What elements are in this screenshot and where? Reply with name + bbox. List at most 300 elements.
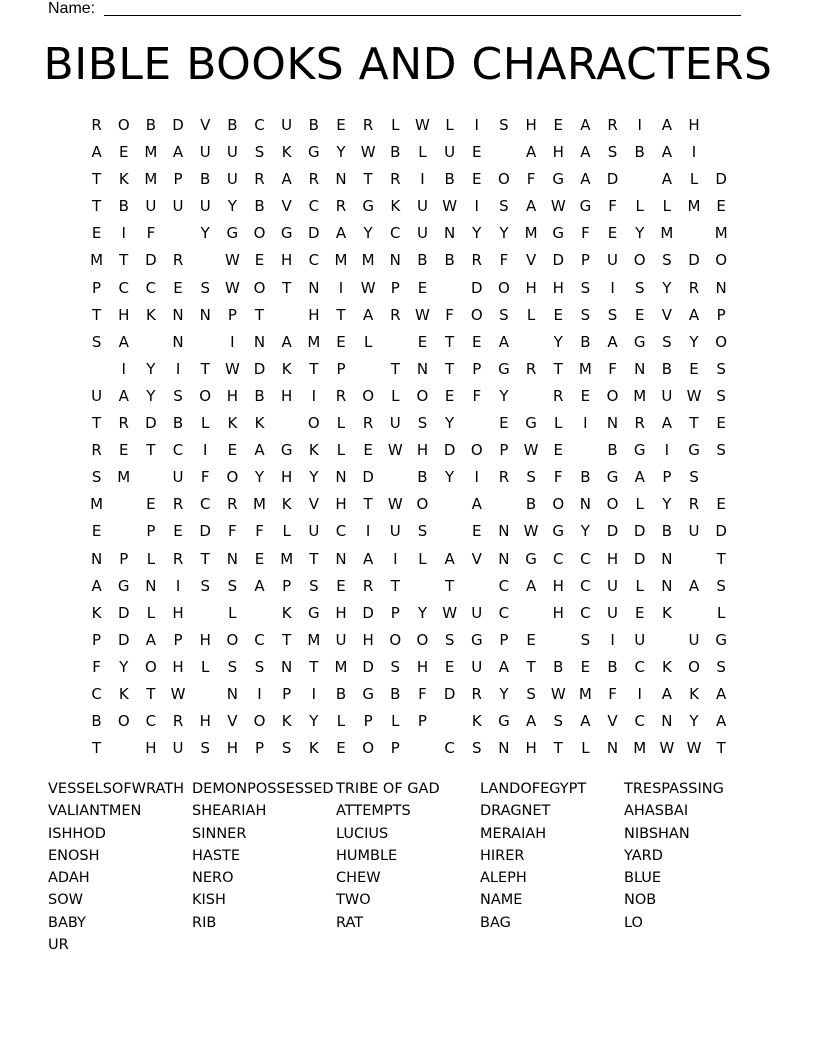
grid-letter: B (580, 468, 591, 487)
grid-letter: R (525, 359, 537, 378)
grid-letter: C (254, 116, 265, 134)
grid-letter: Y (146, 359, 156, 378)
grid-letter: H (552, 603, 564, 622)
grid-letter: A (688, 576, 700, 595)
grid-letter: G (715, 630, 727, 649)
grid-letter: S (227, 576, 238, 595)
grid-letter: A (363, 305, 374, 324)
word-list-item: LO (624, 914, 643, 931)
grid-letter: O (498, 170, 510, 189)
grid-letter: E (634, 305, 645, 324)
grid-letter: H (281, 386, 293, 405)
grid-letter: F (255, 522, 264, 541)
grid-letter: S (526, 468, 536, 487)
grid-letter: H (362, 630, 374, 649)
grid-letter: U (226, 143, 238, 162)
grid-row (83, 410, 735, 437)
grid-letter: G (280, 224, 293, 243)
grid-letter: A (91, 576, 102, 595)
grid-letter: Y (309, 468, 319, 487)
grid-letter: B (254, 386, 265, 405)
grid-letter: E (553, 441, 563, 460)
grid-letter: R (172, 251, 184, 270)
grid-letter: L (418, 143, 427, 162)
grid-letter: S (553, 712, 563, 731)
grid-letter: H (416, 441, 429, 460)
grid-letter: R (254, 170, 265, 189)
grid-letter: A (661, 170, 672, 189)
grid-letter: C (145, 712, 157, 731)
grid-letter: E (580, 386, 591, 405)
grid-letter: T (363, 495, 373, 514)
grid-letter: S (200, 278, 210, 297)
word-list-item: RIB (192, 914, 217, 931)
grid-letter: O (253, 224, 266, 243)
grid-letter: F (92, 657, 101, 676)
grid-letter: W (523, 441, 539, 460)
word-list-item: ENOSH (48, 847, 100, 864)
grid-letter: B (200, 170, 211, 189)
grid-letter: A (580, 712, 591, 731)
word-list-item: NOB (624, 892, 657, 909)
grid-letter: M (144, 170, 158, 189)
grid-letter: F (581, 224, 590, 243)
grid-letter: I (257, 684, 262, 703)
grid-letter: Y (689, 332, 699, 351)
grid-letter (518, 329, 545, 356)
grid-letter: D (606, 522, 619, 541)
grid-letter: E (689, 359, 699, 378)
grid-letter: P (119, 549, 129, 568)
grid-letter: W (659, 739, 675, 758)
grid-letter: E (336, 116, 346, 134)
grid-row (83, 247, 735, 274)
word-list-item: NIBSHAN (624, 825, 690, 842)
grid-letter: W (224, 359, 240, 378)
grid-letter: L (689, 170, 699, 189)
grid-letter: R (172, 549, 184, 568)
name-underline[interactable] (104, 15, 741, 16)
grid-letter: C (498, 603, 510, 622)
grid-letter: M (307, 332, 321, 351)
grid-letter: R (362, 414, 374, 433)
grid-letter: C (118, 278, 129, 297)
grid-letter: B (417, 468, 428, 487)
grid-letter: T (119, 251, 129, 270)
grid-letter: Y (119, 657, 129, 676)
grid-letter: P (254, 739, 265, 758)
grid-letter: K (281, 712, 292, 731)
grid-letter: D (199, 522, 211, 541)
grid-letter: A (688, 305, 700, 324)
grid-letter: L (716, 603, 726, 622)
word-list-item: ATTEMPTS (336, 803, 411, 820)
grid-letter: D (633, 549, 646, 568)
word-list-item: HASTE (192, 847, 241, 864)
grid-letter: O (117, 712, 130, 731)
grid-letter: W (415, 305, 430, 324)
grid-letter: I (583, 414, 588, 433)
grid-letter: H (281, 468, 293, 487)
grid-letter: M (633, 739, 647, 758)
grid-letter: E (336, 332, 346, 351)
grid-letter: S (662, 332, 672, 351)
grid-letter: U (335, 630, 347, 649)
grid-letter: Y (146, 386, 156, 405)
word-list-item: LANDOFEGYPT (480, 781, 587, 797)
grid-letter: Y (417, 603, 428, 622)
grid-letter: U (389, 414, 401, 433)
grid-row (83, 193, 735, 220)
grid-letter: W (387, 441, 403, 460)
grid-letter: I (338, 278, 344, 297)
grid-letter: Y (472, 224, 482, 243)
grid-letter: G (470, 630, 483, 649)
grid-letter: T (390, 359, 400, 378)
grid-letter (409, 735, 436, 762)
grid-letter (83, 356, 110, 383)
grid-letter: A (525, 197, 537, 216)
grid-letter: A (471, 495, 482, 514)
grid-letter: O (117, 116, 130, 134)
grid-letter: L (336, 441, 346, 460)
grid-letter: I (175, 576, 181, 595)
grid-letter (192, 247, 219, 274)
grid-letter: L (635, 495, 644, 514)
grid-letter: Y (363, 224, 373, 243)
grid-letter: B (661, 522, 672, 541)
grid-letter: V (308, 495, 319, 514)
grid-letter: T (716, 739, 726, 758)
grid-letter: F (526, 170, 536, 189)
grid-letter (490, 139, 517, 166)
grid-letter: D (117, 630, 130, 649)
grid-letter: F (146, 224, 156, 243)
grid-letter: N (226, 684, 238, 703)
grid-letter: L (201, 657, 210, 676)
grid-letter: M (633, 386, 647, 405)
grid-letter: M (578, 359, 592, 378)
grid-letter: P (417, 712, 427, 731)
word-list-item: SHEARIAH (192, 803, 267, 820)
grid-letter: A (661, 684, 672, 703)
grid-letter: R (118, 414, 129, 433)
grid-letter: P (499, 441, 509, 460)
grid-letter (653, 627, 680, 654)
grid-letter: A (661, 414, 672, 433)
grid-row (83, 464, 735, 491)
grid-letter: K (390, 197, 401, 216)
grid-letter: D (443, 684, 456, 703)
grid-letter: K (471, 712, 482, 731)
grid-letter: G (688, 441, 700, 460)
grid-row (83, 627, 735, 654)
grid-letter: A (91, 143, 102, 162)
grid-letter: E (607, 224, 618, 243)
word-list-item: BABY (48, 914, 86, 931)
grid-letter: A (118, 332, 129, 351)
grid-letter: D (145, 251, 157, 270)
grid-letter: A (363, 549, 374, 568)
grid-letter: R (471, 251, 482, 270)
grid-letter: U (471, 657, 483, 676)
grid-letter (518, 383, 545, 410)
grid-row (83, 112, 735, 139)
grid-letter: C (335, 522, 347, 541)
grid-row (83, 302, 735, 329)
grid-letter: U (199, 143, 211, 162)
grid-letter: U (91, 386, 103, 405)
grid-letter: N (199, 305, 211, 324)
grid-letter: A (118, 386, 129, 405)
grid-letter: U (607, 576, 619, 595)
grid-letter: C (145, 278, 157, 297)
grid-letter: I (311, 684, 317, 703)
grid-letter: W (686, 739, 702, 758)
grid-letter: M (280, 549, 294, 568)
grid-letter: R (607, 116, 618, 134)
grid-letter (164, 220, 191, 247)
grid-letter: H (145, 739, 157, 758)
grid-letter: I (311, 386, 317, 405)
word-list-item: TRIBE OF GAD (336, 781, 440, 797)
grid-letter: A (498, 657, 510, 676)
grid-letter: L (526, 305, 536, 324)
grid-letter: G (633, 332, 646, 351)
grid-letter: B (607, 657, 618, 676)
grid-letter: W (550, 197, 566, 216)
grid-letter (545, 627, 572, 654)
grid-letter: H (525, 739, 537, 758)
grid-letter: L (635, 197, 644, 216)
grid-letter: F (418, 684, 427, 703)
grid-letter: P (390, 603, 400, 622)
word-list-item: AHASBAI (624, 803, 689, 820)
grid-letter: A (254, 441, 265, 460)
grid-letter: S (281, 739, 292, 758)
grid-letter: E (526, 630, 536, 649)
grid-letter: K (227, 414, 238, 433)
grid-letter: K (661, 603, 672, 622)
grid-letter: S (662, 251, 672, 270)
word-list-item: ISHHOD (48, 825, 106, 842)
grid-letter: R (553, 386, 564, 405)
word-list-item: MERAIAH (480, 825, 547, 842)
grid-letter: S (689, 468, 699, 487)
word-list-item: NERO (192, 870, 234, 887)
grid-letter: V (661, 305, 672, 324)
grid-letter: E (254, 549, 265, 568)
grid-letter: B (607, 441, 618, 460)
grid-letter: U (444, 143, 456, 162)
grid-letter: A (525, 712, 537, 731)
grid-letter: S (227, 657, 238, 676)
grid-letter: T (200, 359, 210, 378)
grid-letter: G (280, 441, 293, 460)
grid-letter: D (715, 170, 727, 189)
word-list-item: TRESPASSING (624, 781, 724, 797)
grid-letter: U (172, 739, 184, 758)
grid-letter: F (445, 305, 454, 324)
grid-letter: E (472, 332, 482, 351)
grid-letter: H (199, 712, 211, 731)
grid-letter: U (281, 116, 293, 134)
grid-letter: R (471, 684, 482, 703)
grid-letter: O (144, 657, 157, 676)
grid-letter: C (580, 549, 591, 568)
word-list-item: BLUE (624, 870, 662, 887)
grid-letter: Y (689, 712, 699, 731)
grid-letter: Y (635, 224, 645, 243)
grid-letter: G (362, 684, 374, 703)
grid-letter: A (498, 332, 510, 351)
grid-letter (518, 600, 545, 627)
grid-letter: D (362, 657, 374, 676)
grid-letter: K (145, 305, 156, 324)
grid-letter: H (281, 251, 293, 270)
grid-letter: E (227, 441, 238, 460)
grid-letter: Y (499, 224, 509, 243)
grid-letter: L (336, 414, 346, 433)
grid-letter: A (525, 576, 537, 595)
grid-letter: S (200, 576, 210, 595)
grid-letter (409, 573, 436, 600)
grid-letter: N (90, 549, 103, 568)
grid-letter: B (661, 359, 672, 378)
grid-letter: E (173, 522, 183, 541)
grid-letter: W (360, 143, 376, 162)
grid-letter: N (253, 332, 266, 351)
grid-letter: M (524, 224, 538, 243)
word-list-item: DEMONPOSSESSED (192, 781, 334, 797)
grid-letter: E (146, 495, 156, 514)
grid-letter: L (363, 332, 373, 351)
grid-letter: A (716, 684, 727, 703)
grid-letter: W (224, 278, 240, 297)
grid-letter: G (117, 576, 130, 595)
grid-letter: H (525, 278, 537, 297)
grid-letter: C (308, 197, 320, 216)
grid-letter: U (199, 197, 211, 216)
grid-letter: D (362, 468, 374, 487)
grid-letter: I (637, 684, 642, 703)
grid-letter: S (716, 386, 726, 405)
grid-letter: K (254, 414, 265, 433)
grid-letter: N (606, 739, 619, 758)
grid-letter: E (254, 251, 265, 270)
grid-letter: P (92, 278, 102, 297)
word-list-item: SOW (48, 892, 83, 909)
grid-letter: R (335, 197, 347, 216)
grid-letter: S (634, 278, 645, 297)
grid-letter: L (418, 549, 427, 568)
grid-letter: C (390, 224, 401, 243)
grid-letter: M (334, 251, 348, 270)
word-list-item: ADAH (48, 870, 90, 887)
grid-letter: P (336, 359, 346, 378)
grid-letter: S (716, 359, 726, 378)
grid-letter: V (281, 197, 292, 216)
grid-letter: S (254, 143, 265, 162)
grid-letter: B (580, 332, 591, 351)
grid-row (83, 654, 735, 681)
grid-letter: G (362, 197, 374, 216)
grid-letter: L (282, 522, 291, 541)
grid-letter: T (336, 305, 346, 324)
grid-letter: C (444, 739, 455, 758)
grid-letter (436, 491, 463, 518)
grid-letter: K (281, 143, 292, 162)
grid-letter: O (416, 495, 429, 514)
grid-row (83, 600, 735, 627)
page-title: BIBLE BOOKS AND CHARACTERS (43, 39, 773, 90)
grid-letter (680, 546, 707, 573)
grid-letter: Y (445, 468, 455, 487)
grid-letter: H (335, 603, 347, 622)
grid-letter: U (308, 522, 320, 541)
grid-letter (382, 464, 409, 491)
grid-letter: A (254, 576, 265, 595)
grid-row (83, 356, 735, 383)
grid-letter: T (91, 739, 102, 758)
grid-letter: F (200, 468, 210, 487)
word-list-item: VALIANTMEN (48, 803, 142, 820)
grid-letter: H (552, 576, 564, 595)
grid-letter: T (390, 576, 400, 595)
grid-letter: L (201, 414, 210, 433)
grid-letter: S (91, 332, 102, 351)
grid-letter: P (390, 739, 400, 758)
word-list-item: DRAGNET (480, 803, 551, 820)
grid-letter: P (282, 684, 292, 703)
grid-letter: C (172, 441, 184, 460)
grid-letter: C (498, 576, 510, 595)
grid-letter: F (608, 197, 617, 216)
grid-letter: B (172, 414, 184, 433)
grid-letter (436, 708, 463, 735)
grid-letter: S (499, 305, 509, 324)
grid-letter: F (228, 522, 237, 541)
grid-letter: W (170, 684, 186, 703)
grid-letter: E (580, 657, 591, 676)
grid-letter: P (146, 522, 156, 541)
grid-letter: D (145, 414, 157, 433)
grid-letter: I (610, 630, 615, 649)
grid-letter: D (606, 170, 619, 189)
grid-letter: G (308, 603, 320, 622)
grid-letter: N (661, 549, 673, 568)
grid-letter: Y (499, 684, 509, 703)
grid-letter: U (389, 522, 401, 541)
grid-letter: N (661, 576, 673, 595)
grid-letter: O (606, 386, 619, 405)
grid-letter: O (416, 630, 429, 649)
grid-letter: N (226, 549, 238, 568)
grid-row (83, 573, 735, 600)
grid-letter: I (365, 522, 371, 541)
grid-letter: S (580, 630, 591, 649)
grid-letter: E (472, 170, 482, 189)
grid-letter: N (145, 576, 157, 595)
grid-letter: G (606, 468, 619, 487)
grid-letter: E (91, 522, 102, 541)
word-list-item: RAT (336, 914, 364, 931)
grid-letter: G (308, 143, 320, 162)
grid-letter: E (634, 603, 645, 622)
word-list-item: TWO (336, 892, 371, 909)
grid-letter: W (550, 684, 566, 703)
grid-letter: S (526, 684, 536, 703)
